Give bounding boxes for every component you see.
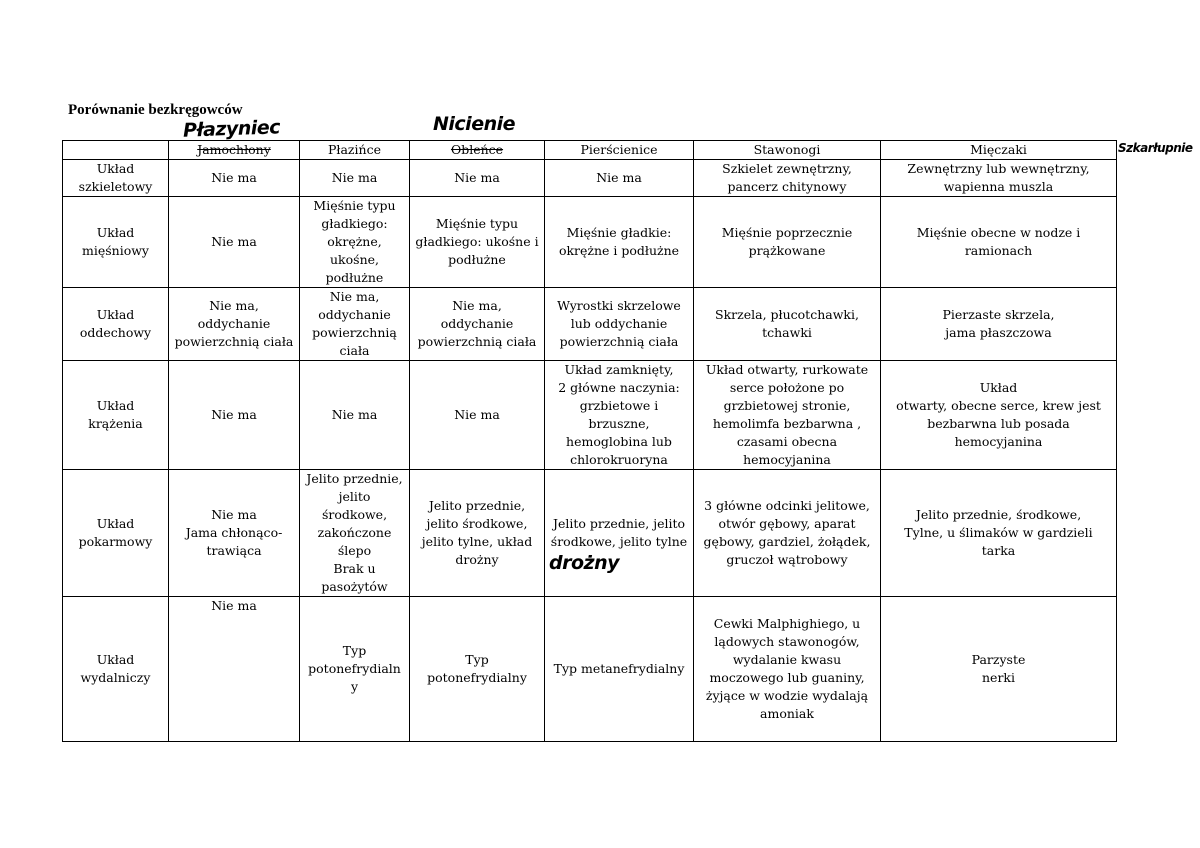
row-label: Układ szkieletowy [63, 160, 169, 197]
table-cell: Typ metanefrydialny [545, 597, 694, 742]
table-cell: Jelito przednie, jelito środkowe, jelito tylne, układ drożny [410, 470, 545, 597]
handwritten-note-col1: Płazyniec [182, 116, 281, 142]
row-label: Układ oddechowy [63, 288, 169, 361]
table-cell: Typ potonefrydialny [410, 597, 545, 742]
table-cell: Nie ma, oddychanie powierzchnią ciała [410, 288, 545, 361]
table-row [63, 470, 1117, 597]
page-title: Porównanie bezkręgowców [68, 102, 243, 118]
comparison-table [62, 140, 1117, 742]
table-cell: Układ zamknięty, 2 główne naczynia: grzbietowe i brzuszne, hemoglobina lub chlorokruoryna [545, 361, 694, 470]
header-cell-stawonogi: Stawonogi [694, 141, 881, 160]
table-cell: Wyrostki skrzelowe lub oddychanie powierzchnią ciała [545, 288, 694, 361]
header-cell-plazince: Płazińce [300, 141, 410, 160]
table-cell: Układ otwarty, rurkowate serce położone po grzbietowej stronie, hemolimfa bezbarwna , czasami obecna hemocyjanina [694, 361, 881, 470]
table-cell: Mięśnie gładkie: okrężne i podłużne [545, 197, 694, 288]
table-cell: Nie ma [300, 361, 410, 470]
table-cell: Jelito przednie, jelito środkowe, zakończone ślepo Brak u pasożytów [300, 470, 410, 597]
table-cell: Nie ma [169, 160, 300, 197]
table-cell: Nie ma [545, 160, 694, 197]
table-cell: Nie ma [300, 160, 410, 197]
table-row [63, 197, 1117, 288]
table-cell: Mięśnie typu gładkiego: okrężne, ukośne, podłużne [300, 197, 410, 288]
table-cell: Parzyste nerki [881, 597, 1117, 742]
table-row [63, 160, 1117, 197]
table-row [63, 288, 1117, 361]
table-cell: Skrzela, płucotchawki, tchawki [694, 288, 881, 361]
table-row [63, 361, 1117, 470]
table-cell: Nie ma, oddychanie powierzchnią ciała [300, 288, 410, 361]
table-cell: Nie ma [169, 361, 300, 470]
table-cell: Typ potonefrydialn y [300, 597, 410, 742]
table-cell: Cewki Malphighiego, u lądowych stawonogów, wydalanie kwasu moczowego lub guaniny, żyjące w wodzie wydalają amoniak [694, 597, 881, 742]
handwritten-note-drozny: drożny [549, 552, 619, 574]
handwritten-note-col3: Nicienie [433, 113, 516, 135]
header-cell-pierscienice: Pierścienice [545, 141, 694, 160]
table-cell: Nie ma [169, 197, 300, 288]
table-cell: Nie ma Jama chłonąco- trawiąca [169, 470, 300, 597]
header-row [63, 141, 1117, 160]
header-cell-empty [63, 141, 169, 160]
row-label: Układ krążenia [63, 361, 169, 470]
header-cell-jamochlony: Jamochłony [169, 141, 300, 160]
table-cell: Jelito przednie, jelito środkowe, jelito tylne [545, 470, 694, 597]
table-cell: Jelito przednie, środkowe, Tylne, u ślimaków w gardzieli tarka [881, 470, 1117, 597]
table-cell: Mięśnie obecne w nodze i ramionach [881, 197, 1117, 288]
header-cell-oblence: Obleńce [410, 141, 545, 160]
table-cell: Zewnętrzny lub wewnętrzny, wapienna muszla [881, 160, 1117, 197]
table-cell: Nie ma [410, 361, 545, 470]
table-cell: Nie ma [169, 597, 300, 742]
table-cell: Mięśnie typu gładkiego: ukośne i podłużne [410, 197, 545, 288]
header-cell-mieczaki: Mięczaki [881, 141, 1117, 160]
table-cell: Układ otwarty, obecne serce, krew jest bezbarwna lub posada hemocyjanina [881, 361, 1117, 470]
handwritten-note-extra: Szkarłupnie [1118, 141, 1193, 155]
table-cell: Nie ma, oddychanie powierzchnią ciała [169, 288, 300, 361]
table-cell: 3 główne odcinki jelitowe, otwór gębowy, aparat gębowy, gardziel, żołądek, gruczoł wątrobowy [694, 470, 881, 597]
table-cell: Nie ma [410, 160, 545, 197]
table-row [63, 597, 1117, 742]
row-label: Układ mięśniowy [63, 197, 169, 288]
table-cell: Mięśnie poprzecznie prążkowane [694, 197, 881, 288]
table-cell: Szkielet zewnętrzny, pancerz chitynowy [694, 160, 881, 197]
row-label: Układ wydalniczy [63, 597, 169, 742]
table-cell: Pierzaste skrzela, jama płaszczowa [881, 288, 1117, 361]
row-label: Układ pokarmowy [63, 470, 169, 597]
